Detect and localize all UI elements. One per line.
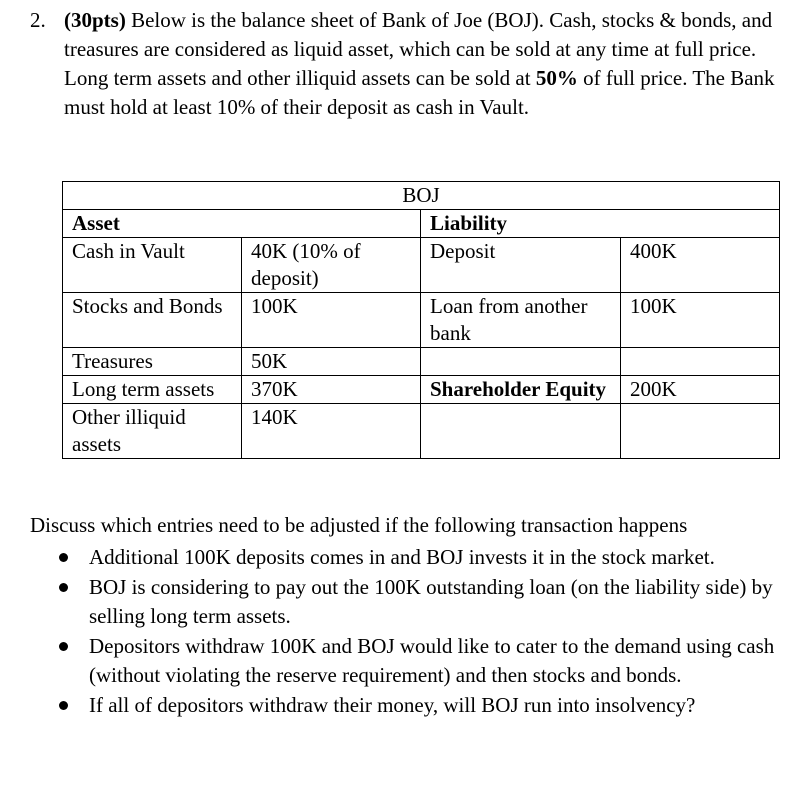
asset-label: Stocks and Bonds [63, 293, 242, 348]
asset-header: Asset [63, 210, 421, 238]
table-row [63, 404, 780, 459]
table-row [63, 348, 780, 376]
asset-label: Cash in Vault [63, 238, 242, 293]
bullet-icon [59, 583, 68, 592]
asset-label: Treasures [63, 348, 242, 376]
asset-value: 50K [242, 348, 421, 376]
list-item [55, 691, 785, 720]
liability-header: Liability [421, 210, 780, 238]
liability-label [421, 404, 621, 459]
liability-label [421, 348, 621, 376]
list-item-text: If all of depositors withdraw their money, will BOJ run into insolvency? [89, 693, 696, 717]
table-header-row [63, 210, 780, 238]
question-intro-a: Below is the balance sheet of Bank of Joe (BOJ). Cash, stocks & bonds, and treasures are considered as liquid asset, which can be sold at any time at full price. Long term assets and other illiquid assets can be sold at [64, 8, 773, 90]
balance-sheet-table [62, 181, 780, 459]
liability-value [621, 404, 780, 459]
table-title-row [63, 182, 780, 210]
question-text [64, 6, 785, 122]
list-item [55, 573, 785, 631]
table-row [63, 376, 780, 404]
question-number: 2. [30, 8, 46, 32]
liability-value [621, 348, 780, 376]
list-item-text: Additional 100K deposits comes in and BOJ invests it in the stock market. [89, 545, 715, 569]
discussion-prompt: Discuss which entries need to be adjusted if the following transaction happens [30, 513, 688, 537]
table-row [63, 238, 780, 293]
asset-label: Long term assets [63, 376, 242, 404]
bullet-icon [59, 553, 68, 562]
liability-value: 400K [621, 238, 780, 293]
liability-label: Deposit [421, 238, 621, 293]
liability-value: 200K [621, 376, 780, 404]
liability-label: Loan from another bank [421, 293, 621, 348]
asset-label: Other illiquid assets [63, 404, 242, 459]
asset-value: 140K [242, 404, 421, 459]
bullet-icon [59, 701, 68, 710]
question-points: (30pts) [64, 8, 126, 32]
bullet-icon [59, 642, 68, 651]
liability-label: Shareholder Equity [421, 376, 621, 404]
question-intro-b: of full price. The Bank must hold at least 10% of their deposit as cash in Vault. [64, 66, 775, 119]
list-item-text: Depositors withdraw 100K and BOJ would like to cater to the demand using cash (without violating the reserve requirement) and then stocks and bonds. [89, 634, 775, 687]
discussion-list [55, 543, 785, 721]
asset-value: 40K (10% of deposit) [242, 238, 421, 293]
asset-value: 370K [242, 376, 421, 404]
table-row [63, 293, 780, 348]
question-block [30, 6, 785, 122]
discount-percent: 50% [535, 66, 578, 90]
asset-value: 100K [242, 293, 421, 348]
list-item [55, 543, 785, 572]
list-item-text: BOJ is considering to pay out the 100K outstanding loan (on the liability side) by selling long term assets. [89, 575, 773, 628]
list-item [55, 632, 785, 690]
table-title: BOJ [63, 182, 780, 210]
liability-value: 100K [621, 293, 780, 348]
